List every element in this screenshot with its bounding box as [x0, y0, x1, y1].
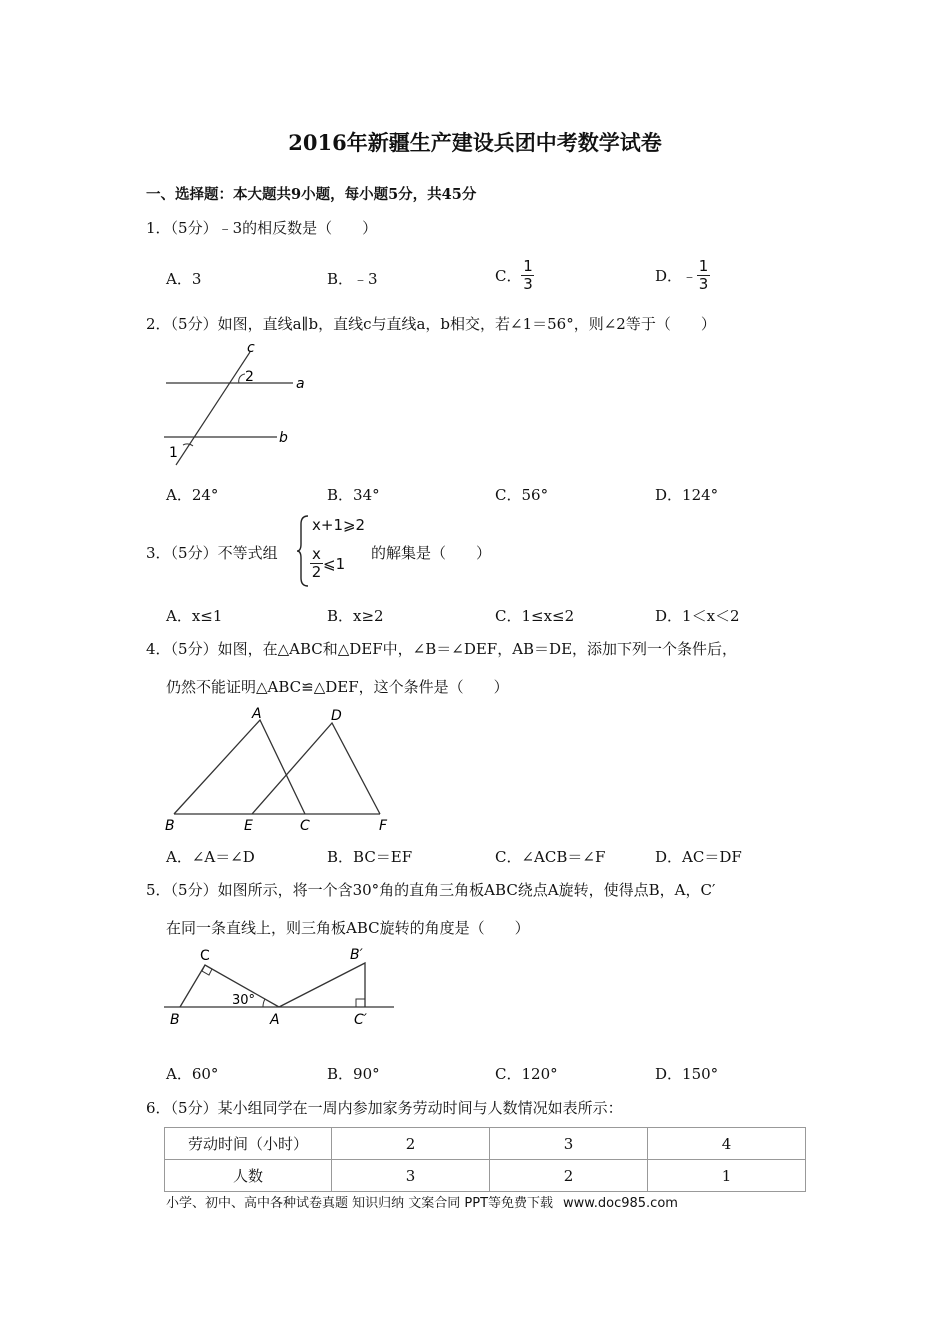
option-label: D．﹣ [655, 267, 698, 285]
vertex-c-label: C [200, 948, 210, 964]
question-6 [146, 1098, 623, 1118]
q1-option-b: B．﹣3 [327, 270, 378, 288]
angle-30-label: 30° [232, 993, 256, 1008]
question-number: 1． [146, 219, 171, 237]
question-text-line-1: （5分）如图所示，将一个含30°角的直角三角板ABC绕点A旋转，使得点B，A，C′ [170, 881, 716, 899]
table-cell: 1 [648, 1160, 806, 1192]
angle-2-label: 2 [245, 369, 254, 385]
fraction [697, 258, 710, 293]
vertex-e-label: E [244, 818, 253, 834]
question-text: （5分）如图，直线a∥b，直线c与直线a，b相交，若∠1＝56°，则∠2等于（ ） [170, 315, 716, 333]
question-text: （5分）某小组同学在一周内参加家务劳动时间与人数情况如表所示： [170, 1099, 623, 1117]
page-footer [166, 1192, 678, 1211]
q3-option-a: A．x≤1 [166, 607, 223, 625]
system-line-1: x+1⩾2 [312, 516, 366, 534]
question-2 [146, 314, 716, 334]
q1-option-a: A．3 [166, 270, 202, 288]
question-number: 2． [146, 315, 171, 333]
parallel-lines-figure [160, 340, 320, 470]
q2-option-a: A．24° [166, 486, 219, 504]
vertex-f-label: F [379, 818, 388, 834]
q4-option-a: A．∠A＝∠D [166, 848, 255, 866]
table-row [165, 1128, 806, 1160]
q5-option-b: B．90° [327, 1065, 380, 1083]
question-1 [146, 218, 377, 238]
table-header-cell: 劳动时间（小时） [165, 1128, 332, 1160]
option-label: C． [495, 267, 522, 285]
vertex-b-prime-label: B′ [350, 947, 363, 963]
q1-option-c [495, 258, 534, 293]
fraction [521, 258, 534, 293]
question-5 [146, 880, 715, 900]
q4-option-d: D．AC＝DF [655, 848, 742, 866]
q4-option-b: B．BC＝EF [327, 848, 413, 866]
page-title: 2016年新疆生产建设兵团中考数学试卷 [288, 130, 662, 155]
rotated-triangle-figure [160, 942, 400, 1057]
q2-option-d: D．124° [655, 486, 719, 504]
table-cell: 4 [648, 1128, 806, 1160]
question-number: 4． [146, 640, 171, 658]
table-cell: 2 [332, 1128, 490, 1160]
q3-option-c: C．1≤x≤2 [495, 607, 575, 625]
labor-time-table [164, 1127, 806, 1192]
angle-1-label: 1 [169, 445, 178, 461]
q3-option-b: B．x≥2 [327, 607, 384, 625]
q3-option-d: D．1＜x＜2 [655, 607, 740, 625]
question-text: （5分）不等式组 [170, 544, 278, 562]
line-b-label: b [279, 430, 288, 446]
line-c-label: c [247, 340, 255, 356]
question-text: （5分）﹣3的相反数是（ ） [170, 219, 378, 237]
table-cell: 2 [490, 1160, 648, 1192]
triangles-figure [160, 702, 400, 837]
table-header-cell: 人数 [165, 1160, 332, 1192]
question-3-tail: 的解集是（ ） [371, 544, 492, 562]
vertex-c-label: C [300, 818, 310, 834]
section-heading: 一、选择题：本大题共9小题，每小题5分，共45分 [146, 186, 477, 203]
question-4 [146, 639, 737, 659]
question-number: 3． [146, 544, 171, 562]
question-number: 6． [146, 1099, 171, 1117]
vertex-b-label: B [170, 1012, 180, 1028]
footer-text: 小学、初中、高中各种试卷真题 知识归纳 文案合同 PPT等免费下载 [166, 1196, 554, 1211]
system-line-2 [310, 546, 345, 581]
vertex-c-prime-label: C′ [354, 1012, 367, 1028]
line-a-label: a [296, 376, 305, 392]
q5-option-a: A．60° [166, 1065, 219, 1083]
table-row [165, 1160, 806, 1192]
system-line-2-tail: ⩽1 [323, 554, 346, 573]
vertex-d-label: D [331, 708, 342, 724]
footer-site-link[interactable]: www.doc985.com [563, 1196, 678, 1211]
q2-option-c: C．56° [495, 486, 549, 504]
q4-option-c: C．∠ACB＝∠F [495, 848, 606, 866]
question-text-line-1: （5分）如图，在△ABC和△DEF中，∠B＝∠DEF，AB＝DE，添加下列一个条件后， [170, 640, 738, 658]
fraction-numerator: 1 [523, 257, 533, 275]
q5-option-d: D．150° [655, 1065, 719, 1083]
table-cell: 3 [332, 1160, 490, 1192]
question-4-line-2: 仍然不能证明△ABC≌△DEF，这个条件是（ ） [166, 678, 509, 696]
q2-option-b: B．34° [327, 486, 380, 504]
fraction-numerator: x [312, 545, 321, 563]
fraction-denominator: 3 [523, 275, 533, 293]
fraction [310, 546, 323, 581]
left-brace-icon [296, 514, 310, 588]
q1-option-d [655, 258, 710, 293]
fraction-denominator: 2 [311, 563, 322, 581]
question-3 [146, 543, 278, 563]
fraction-numerator: 1 [698, 257, 709, 275]
table-cell: 3 [490, 1128, 648, 1160]
q5-option-c: C．120° [495, 1065, 558, 1083]
question-5-line-2: 在同一条直线上，则三角板ABC旋转的角度是（ ） [166, 919, 530, 937]
vertex-a-label: A [270, 1012, 280, 1028]
fraction-denominator: 3 [698, 275, 709, 293]
vertex-b-label: B [165, 818, 175, 834]
vertex-a-label: A [252, 706, 262, 722]
question-number: 5． [146, 881, 171, 899]
